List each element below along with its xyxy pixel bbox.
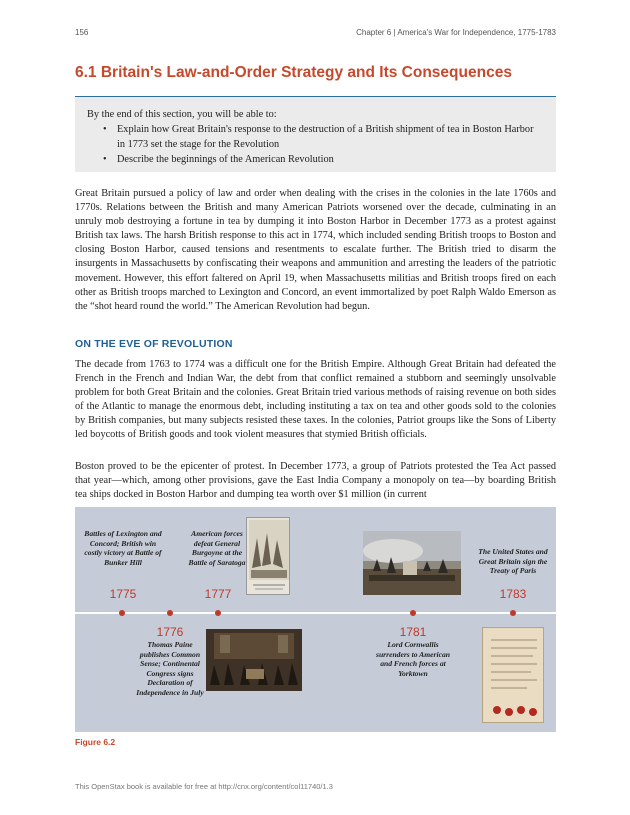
learning-objectives-box [75, 96, 556, 172]
treaty-of-paris-document-image [482, 627, 544, 723]
yorktown-painting-image [363, 531, 461, 595]
timeline-dot-1777 [215, 610, 221, 616]
timeline-caption-1777: American forces defeat General Burgoyne at the Battle of Saratoga [188, 529, 246, 567]
saratoga-engraving-image [246, 517, 290, 595]
timeline-caption-1781: Lord Cornwallis surrenders to American and French forces at Yorktown [376, 640, 450, 678]
declaration-painting-image [206, 629, 302, 691]
objectives-list [103, 122, 544, 167]
timeline-year-1783: 1783 [499, 587, 527, 601]
objective-item: • Describe the beginnings of the American Revolution [103, 154, 334, 165]
timeline-year-1777: 1777 [204, 587, 232, 601]
timeline-caption-1775: Battles of Lexington and Concord; British win costly victory at Battle of Bunker Hill [84, 529, 162, 567]
timeline-dot-1783 [510, 610, 516, 616]
bullet-icon: • [103, 154, 107, 165]
bullet-icon: • [103, 124, 107, 135]
page-footer: This OpenStax book is available for free at http://cnx.org/content/col11740/1.3 [75, 782, 333, 791]
objectives-intro: By the end of this section, you will be able to: [87, 109, 277, 120]
page-number: 156 [75, 28, 89, 37]
section-title: 6.1 Britain's Law-and-Order Strategy and Its Consequences [75, 64, 512, 81]
subsection-heading: ON THE EVE OF REVOLUTION [75, 338, 233, 350]
paragraph-intro: Great Britain pursued a policy of law and order when dealing with the crises in the colonies in the late 1760s and 1770s. Relations between the British and many American Patriots worsened over the decade, culminating in an unruly mob destroying a fortune in tea by dumping it into Boston Harbor in December 1773 as a protest against British tax laws. The harsh British response to this act in 1774, which included sending British troops to Boston and closing Boston Harbor, caused tensions and resentments to escalate further. The British tried to disarm the insurgents in Massachusetts by confiscating their weapons and ammunition and arresting the leaders of the patriotic movement. However, this effort faltered on April 19, when Massachusetts militias and British troops fired on each other as British troops marched to Lexington and Concord, an event immortalized by poet Ralph Waldo Emerson as the “shot heard round the world.” The American Revolution had begun. [75, 188, 556, 312]
chapter-header: Chapter 6 | America's War for Independence, 1775-1783 [356, 28, 556, 37]
timeline-caption-1776: Thomas Paine publishes Common Sense; Continental Congress signs Declaration of Independence in July [136, 640, 204, 697]
timeline-dot-1776 [167, 610, 173, 616]
timeline-dot-1775 [119, 610, 125, 616]
timeline-year-1775: 1775 [109, 587, 137, 601]
timeline-dot-1781 [410, 610, 416, 616]
timeline-year-1781: 1781 [399, 625, 427, 639]
timeline-caption-1783: The United States and Great Britain sign the Treaty of Paris [478, 547, 548, 576]
figure-label: Figure 6.2 [75, 737, 116, 747]
objective-item: • Explain how Great Britain's response to the destruction of a British shipment of tea in Boston Harbor in 1773 set the stage for the Revolution [103, 124, 534, 150]
timeline-figure [75, 507, 556, 732]
paragraph-eve-of-revolution: The decade from 1763 to 1774 was a difficult one for the British Empire. Although Great Britain had defeated the French in the French and Indian War, the debt from that conflict remained a stubborn and seemingly unsolvable problem for both Great Britain and the colonies. Great Britain tried various methods of raising revenue on both sides of the Atlantic to manage the enormous debt, including instituting a tax on tea and other goods sold to the colonies by British companies, but many subjects resisted these taxes. In the colonies, Patriot groups like the Sons of Liberty led boycotts of British goods and took violent measures that stymied British officials. [75, 359, 556, 441]
timeline-year-1776: 1776 [156, 625, 184, 639]
paragraph-boston: Boston proved to be the epicenter of protest. In December 1773, a group of Patriots protested the Tea Act passed that year—which, among other provisions, gave the East India Company a monopoly on tea—by boarding British tea ships docked in Boston Harbor and dumping tea worth over $1 million (in current [75, 461, 556, 501]
timeline-axis [75, 612, 556, 614]
